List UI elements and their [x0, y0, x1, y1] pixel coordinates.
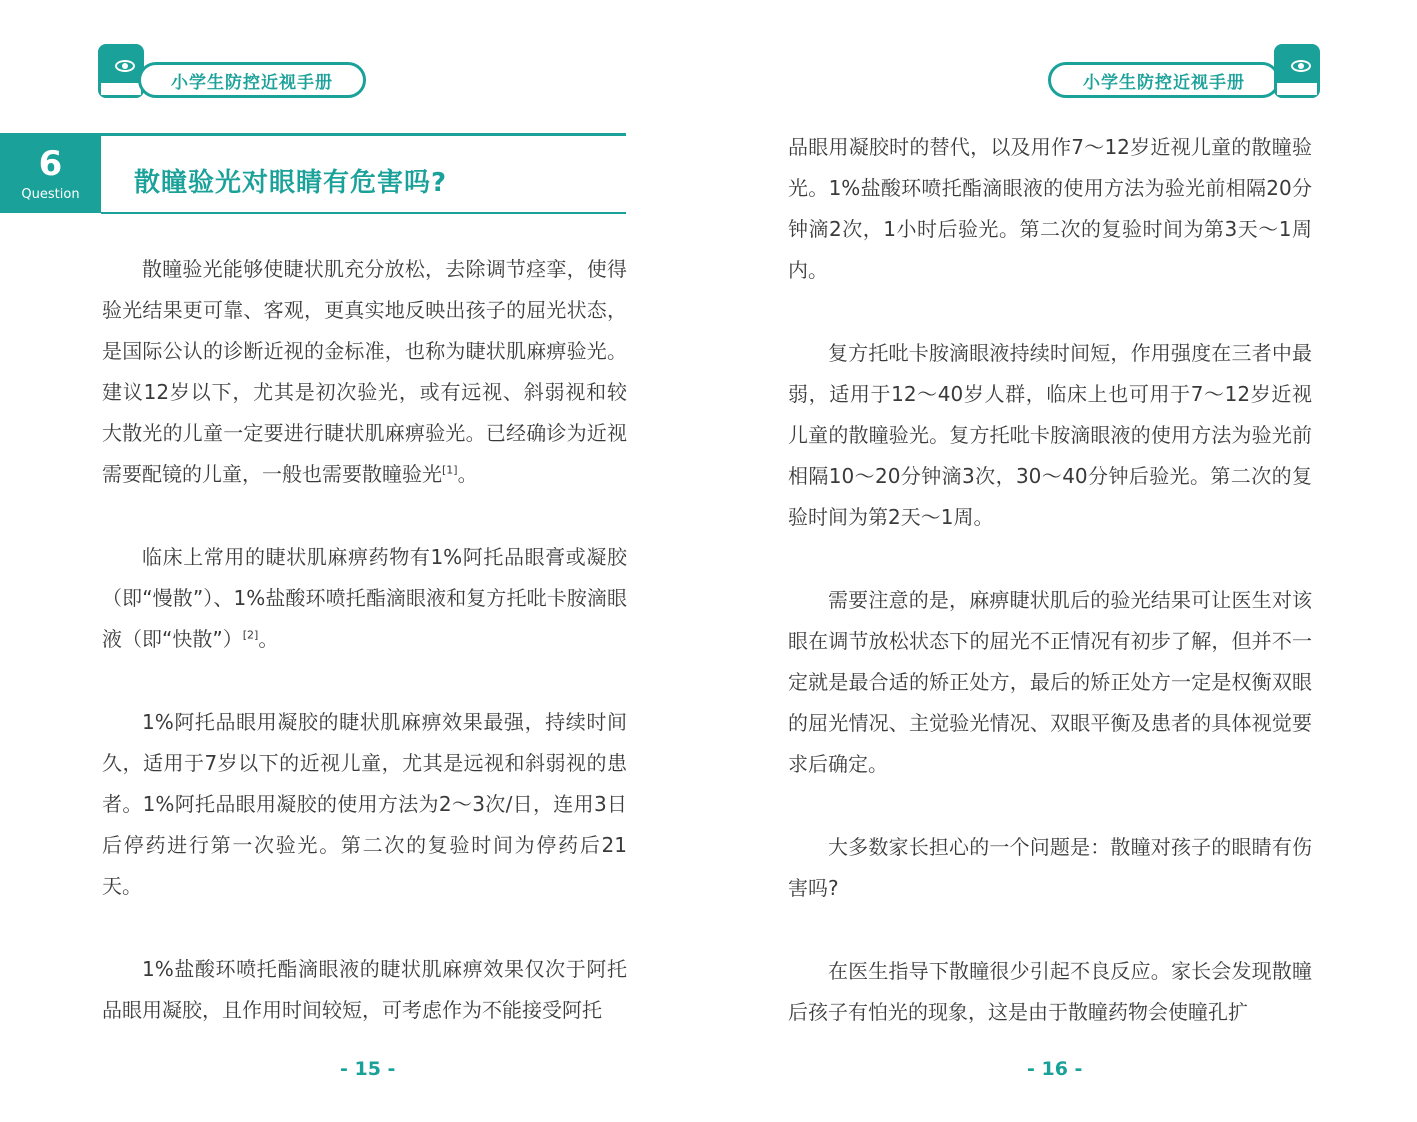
page-number: - 16 -	[1027, 1058, 1083, 1080]
page-number: - 15 -	[340, 1058, 396, 1080]
title-rule-bottom	[101, 212, 626, 214]
question-tag	[0, 133, 101, 213]
header-title: 小学生防控近视手册	[1048, 62, 1280, 98]
eye-icon	[98, 44, 144, 98]
right-page	[708, 0, 1417, 1122]
right-body-text	[788, 127, 1312, 1075]
paragraph: 需要注意的是，麻痹睫状肌后的验光结果可让医生对该眼在调节放松状态下的屈光不正情况有初步了解，但并不一定就是最合适的矫正处方，最后的矫正处方一定是权衡双眼的屈光情况、主觉验光情况、双眼平衡及患者的具体视觉要求后确定。	[788, 588, 1312, 776]
left-page	[0, 0, 708, 1122]
paragraph: 在医生指导下散瞳很少引起不良反应。家长会发现散瞳后孩子有怕光的现象，这是由于散瞳药物会使瞳孔扩	[788, 959, 1312, 1024]
paragraph: 复方托吡卡胺滴眼液持续时间短，作用强度在三者中最弱，适用于12～40岁人群，临床上也可用于7～12岁近视儿童的散瞳验光。复方托吡卡胺滴眼液的使用方法为验光前相隔10～20分钟滴3次，30～40分钟后验光。第二次的复验时间为第2天～1周。	[788, 341, 1312, 529]
paragraph: 1%阿托品眼用凝胶的睫状肌麻痹效果最强，持续时间久，适用于7岁以下的近视儿童，尤其是远视和斜弱视的患者。1%阿托品眼用凝胶的使用方法为2～3次/日，连用3日后停药进行第一次验光。第二次的复验时间为停药后21天。	[102, 710, 627, 898]
paragraph: 大多数家长担心的一个问题是：散瞳对孩子的眼睛有伤害吗?	[788, 835, 1312, 900]
header-badge	[1048, 44, 1320, 100]
question-title: 散瞳验光对眼睛有危害吗?	[134, 168, 448, 198]
paragraph: 临床上常用的睫状肌麻痹药物有1%阿托品眼膏或凝胶（即“慢散”）、1%盐酸环喷托酯滴眼液和复方托吡卡胺滴眼液（即“快散”）[2]。	[102, 545, 627, 651]
reference-1: [1]	[442, 463, 458, 477]
header-badge	[98, 44, 366, 100]
reference-2: [2]	[242, 628, 259, 642]
header-title: 小学生防控近视手册	[138, 62, 366, 98]
eye-icon	[1274, 44, 1320, 98]
paragraph: 1%盐酸环喷托酯滴眼液的睫状肌麻痹效果仅次于阿托品眼用凝胶，且作用时间较短，可考虑作为不能接受阿托	[102, 957, 627, 1022]
title-rule-top	[101, 133, 626, 136]
paragraph: 散瞳验光能够使睫状肌充分放松，去除调节痉挛，使得验光结果更可靠、客观，更真实地反映出孩子的屈光状态，是国际公认的诊断近视的金标准，也称为睫状肌麻痹验光。建议12岁以下，尤其是初次验光，或有远视、斜弱视和较大散光的儿童一定要进行睫状肌麻痹验光。已经确诊为近视需要配镜的儿童，一般也需要散瞳验光[1]。	[102, 257, 627, 486]
paragraph: 品眼用凝胶时的替代，以及用作7～12岁近视儿童的散瞳验光。1%盐酸环喷托酯滴眼液的使用方法为验光前相隔20分钟滴2次，1小时后验光。第二次的复验时间为第3天～1周内。	[788, 135, 1312, 282]
question-label: Question	[21, 187, 80, 202]
left-body-text	[102, 249, 627, 1073]
question-number: 6	[38, 144, 63, 184]
